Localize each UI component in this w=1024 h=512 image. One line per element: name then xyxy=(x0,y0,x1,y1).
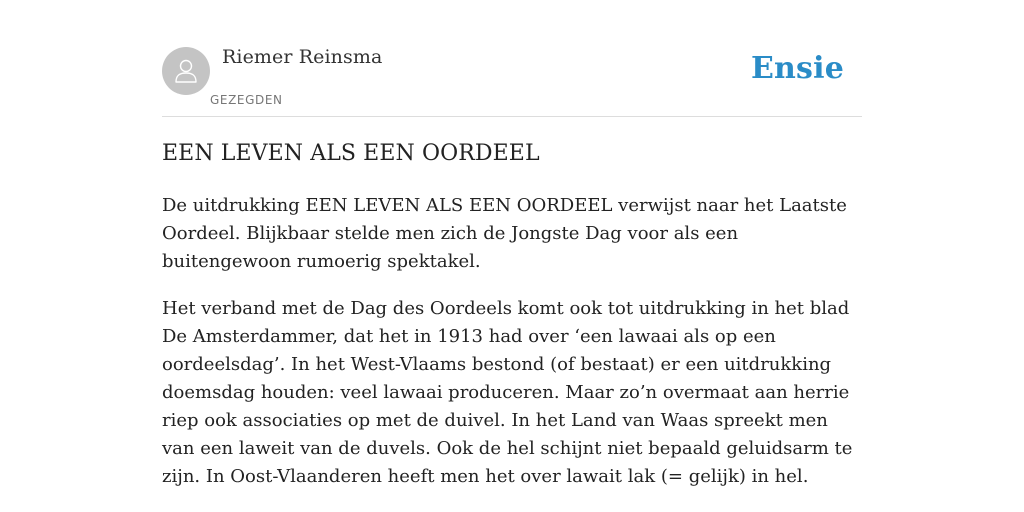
site-logo[interactable]: Ensie xyxy=(750,51,844,86)
category-label[interactable]: GEZEGDEN xyxy=(210,93,283,107)
user-icon xyxy=(171,56,201,86)
article-body xyxy=(162,192,862,510)
author-name[interactable]: Riemer Reinsma xyxy=(222,46,383,68)
article-paragraph: Het verband met de Dag des Oordeels komt ook tot uitdrukking in het blad De Amsterdammer, dat het in 1913 had over ‘een lawaai als op een oordeelsdag’. In het West-Vlaams bestond (of bestaat) er een uitdrukking doemsdag houden: veel lawaai produceren. Maar zo’n overmaat aan herrie riep ook associaties op met de duivel. In het Land van Waas spreekt men van een laweit van de duvels. Ook de hel schijnt niet bepaald geluidsarm te zijn. In Oost-Vlaanderen heeft men het over lawait lak (= gelijk) in hel. xyxy=(162,298,853,487)
avatar[interactable] xyxy=(162,47,210,95)
page-container xyxy=(162,0,862,487)
article-title: EEN LEVEN ALS EEN OORDEEL xyxy=(162,141,540,166)
article-paragraph: De uitdrukking EEN LEVEN ALS EEN OORDEEL verwijst naar het Laatste Oordeel. Blijkbaar stelde men zich de Jongste Dag voor als een buitengewoon rumoerig spektakel. xyxy=(162,195,847,272)
article-header xyxy=(162,0,862,117)
